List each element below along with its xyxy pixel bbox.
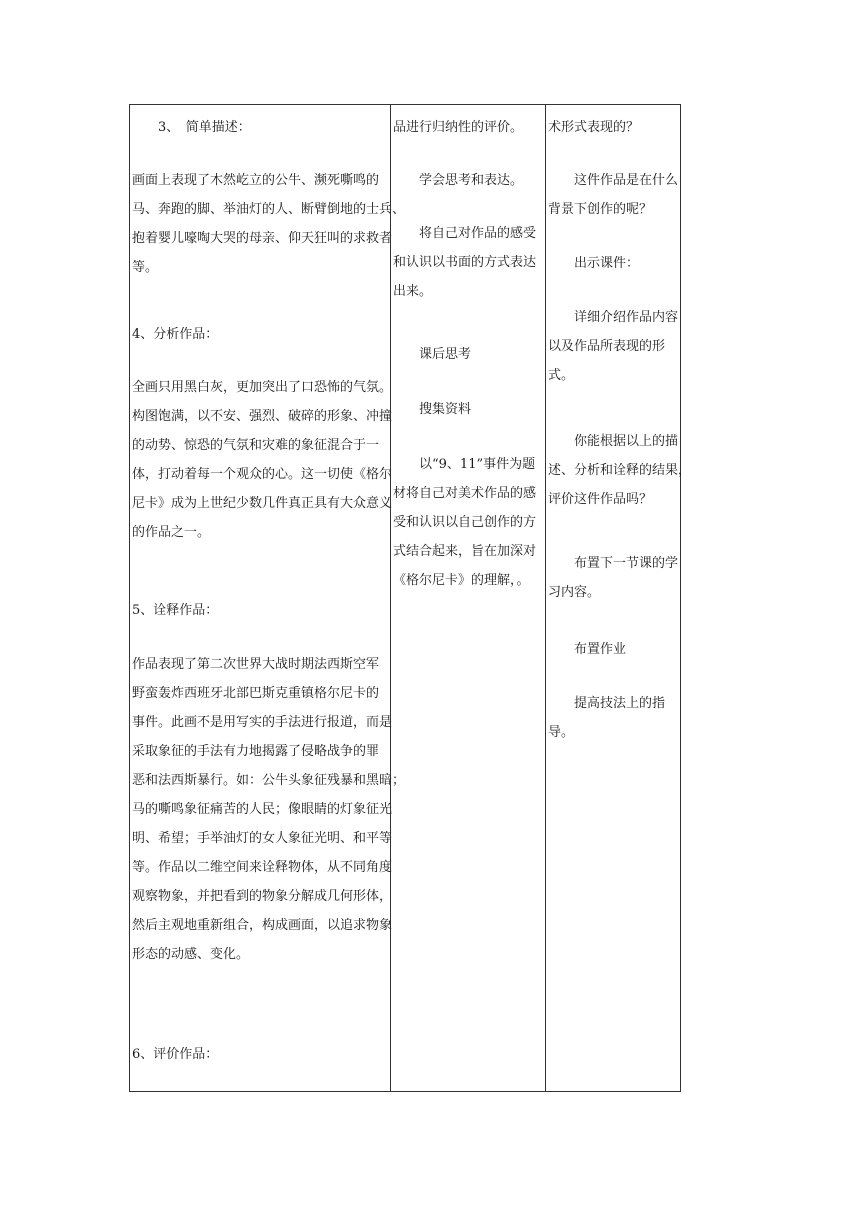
paragraph-summary-evaluation: 品进行归纳性的评价。 — [393, 120, 524, 135]
paragraph-art-form: 术形式表现的？ — [548, 120, 640, 135]
paragraph-show-courseware: 出示课件： — [548, 256, 640, 271]
paragraph-analysis: 全画只用黑白灰，更加突出了口恐怖的气氛。 构图饱满，以不安、强烈、破碎的形象、冲撞 的动势、惊恐的气氛和灾难的象征混合于一 体，打动着每一个观众的心。这一切使《格尔 尼卡》成为上世纪少数几件真正具有大众意义 的作品之一。 — [132, 380, 393, 540]
paragraph-written-expression: 将自己对作品的感受 和认识以书面的方式表达 出来。 — [393, 226, 537, 299]
paragraph-interpretation: 作品表现了第二次世界大战时期法西斯空军 野蛮轰炸西班牙北部巴斯克重镇格尔尼卡的 事件。此画不是用写实的手法进行报道，而是 采取象征的手法有力地揭露了侵略战争的罪 恶和法西斯暴行。如：公牛头象征残暴和黑暗； 马的嘶鸣象征痛苦的人民；像眼睛的灯象征光 明、希望；手举油灯的女人象征光明、和平等 等。作品以二维空间来诠释物体，从不同角度 观察物象，并把看到的物象分解成几何形体， 然后主观地重新组合，构成画面，以追求物象 形态的动感、变化。 — [132, 657, 406, 962]
paragraph-after-class-thinking: 课后思考 — [393, 347, 472, 362]
paragraph-analysis-heading: 4、分析作品： — [132, 327, 219, 342]
paragraph-911-theme: 以“9、11”事件为题 材将自己对美术作品的感 受和认识以自己创作的方 式结合起来，旨在加深对 《格尔尼卡》的理解，。 — [393, 457, 537, 588]
paragraph-interpretation-heading: 5、诠释作品： — [132, 603, 219, 618]
paragraph-simple-description: 画面上表现了木然屹立的公牛、濒死嘶鸣的 马、奔跑的脚、举油灯的人、断臂倒地的士兵、 抱着婴儿嚎啕大哭的母亲、仰天狂叫的求救者 等。 — [132, 173, 406, 275]
paragraph-simple-description-heading: 3、 简单描述： — [132, 120, 251, 135]
paragraph-evaluate-question: 你能根据以上的描 述、分析和诠释的结果， 评价这件作品吗？ — [548, 434, 692, 507]
paragraph-detailed-introduction: 详细介绍作品内容 以及作品所表现的形 式。 — [548, 310, 679, 383]
paragraph-technique-guidance: 提高技法上的指 导。 — [548, 696, 666, 740]
paragraph-learn-thinking: 学会思考和表达。 — [393, 173, 524, 188]
paragraph-evaluation-heading: 6、评价作品： — [132, 1047, 219, 1062]
content-column — [130, 105, 406, 1091]
paragraph-collect-materials: 搜集资料 — [393, 402, 472, 417]
lesson-table — [129, 104, 692, 1092]
teacher-activity-column — [545, 105, 692, 1091]
paragraph-creation-background: 这件作品是在什么 背景下创作的呢？ — [548, 173, 679, 217]
student-activity-column — [390, 105, 545, 1091]
paragraph-next-lesson: 布置下一节课的学 习内容。 — [548, 556, 679, 600]
paragraph-assign-homework: 布置作业 — [548, 642, 627, 657]
